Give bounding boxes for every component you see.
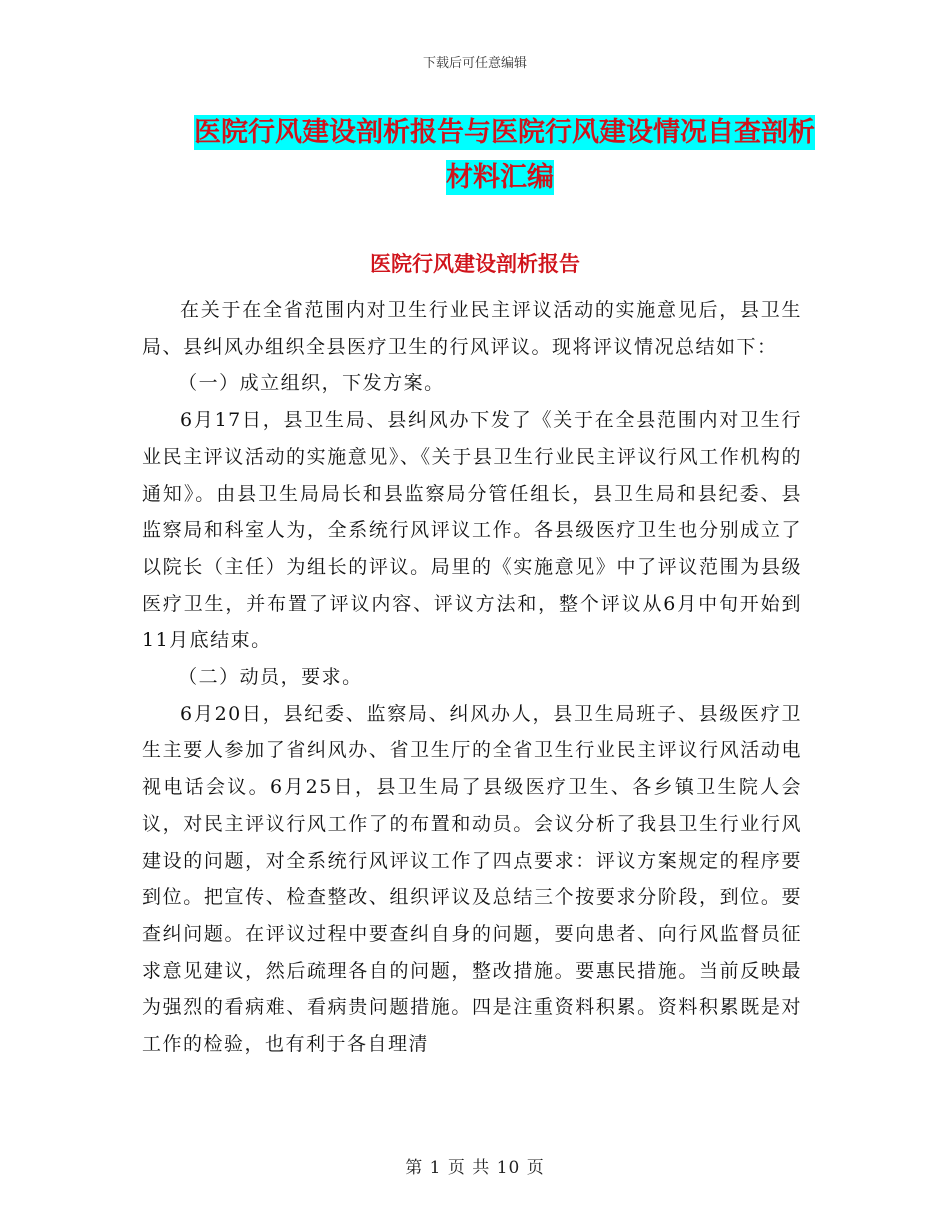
paragraph-2: 6月20日，县纪委、监察局、纠风办人，县卫生局班子、县级医疗卫生主要人参加了省纠风办、省卫生厅的全省卫生行业民主评议行风活动电视电话会议。6月25日，县卫生局了县级医疗卫生、各乡镇卫生院人会议，对民主评议行风工作了的布置和动员。会议分析了我县卫生行业行风建设的问题，对全系统行风评议工作了四点要求：评议方案规定的程序要到位。把宣传、检查整改、组织评议及总结三个按要求分阶段，到位。要查纠问题。在评议过程中要查纠自身的问题，要向患者、向行风监督员征求意见建议，然后疏理各自的问题，整改措施。要惠民措施。当前反映最为强烈的看病难、看病贵问题措施。四是注重资料积累。资料积累既是对工作的检验，也有利于各自理清 [142, 702, 802, 1056]
section-heading-1: （一）成立组织，下发方案。 [178, 372, 445, 395]
section-title: 医院行风建设剖析报告 [370, 252, 580, 276]
document-title-line-1 [150, 110, 850, 155]
paragraph-intro: 在关于在全省范围内对卫生行业民主评议活动的实施意见后，县卫生局、县纠风办组织全县医疗卫生的行风评议。现将评议情况总结如下： [142, 299, 802, 358]
title-highlight-2: 材料汇编 [446, 162, 554, 193]
document-title-line-2 [150, 155, 850, 200]
header-note: 下载后可任意编辑 [422, 56, 527, 71]
section-heading-2: （二）动员，要求。 [178, 666, 363, 689]
page-number-footer: 第 1 页 共 10 页 [405, 1158, 545, 1178]
paragraph-1: 6月17日，县卫生局、县纠风办下发了《关于在全县范围内对卫生行业民主评议活动的实施意见》、《关于县卫生行业民主评议行风工作机构的通知》。由县卫生局局长和县监察局分管任组长，县卫生局和县纪委、县监察局和科室人为，全系统行风评议工作。各县级医疗卫生也分别成立了以院长（主任）为组长的评议。局里的《实施意见》中了评议范围为县级医疗卫生，并布置了评议内容、评议方法和，整个评议从6月中旬开始到11月底结束。 [142, 409, 802, 652]
document-title [150, 110, 850, 200]
title-highlight-1: 医院行风建设剖析报告与医院行风建设情况自查剖析 [194, 117, 815, 148]
document-body [142, 292, 802, 1063]
